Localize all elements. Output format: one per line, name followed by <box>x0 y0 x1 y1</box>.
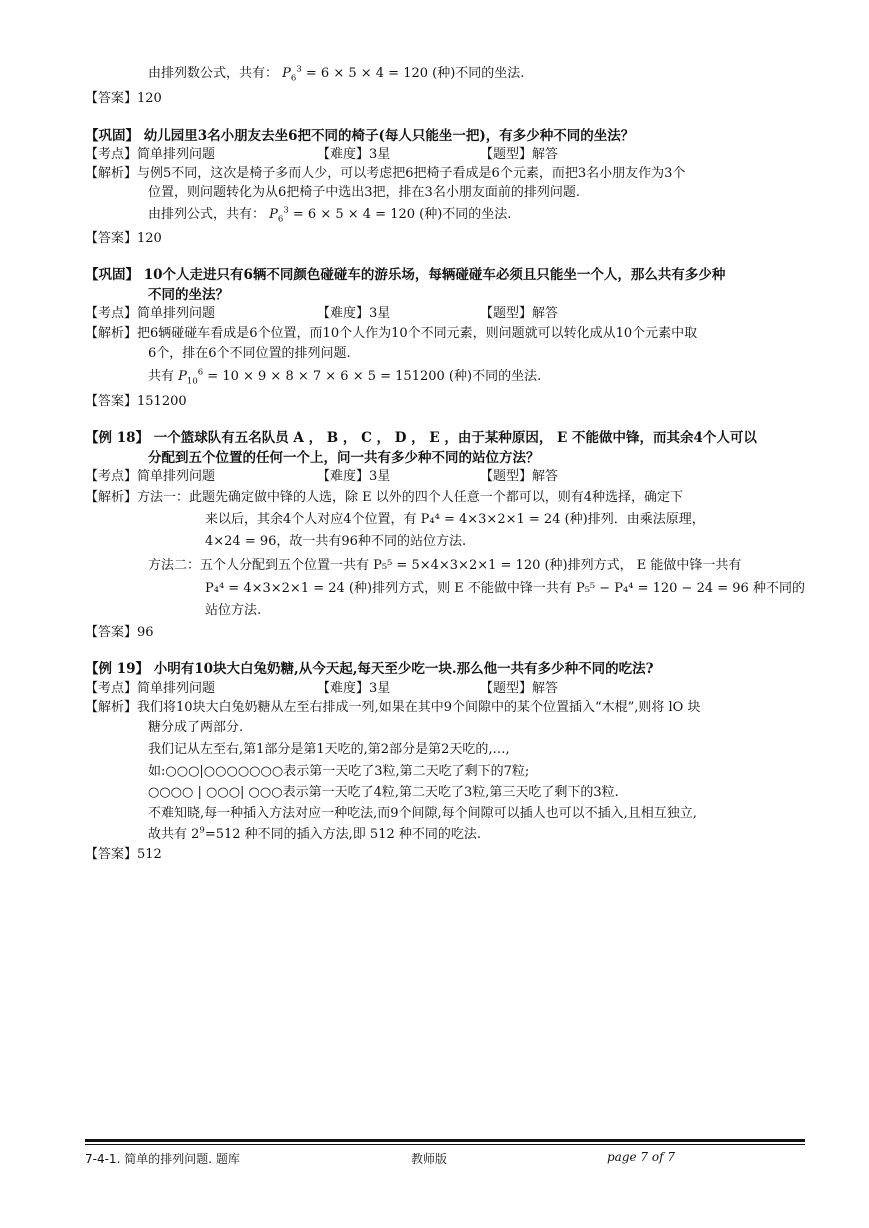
meta-value: 3星 <box>369 681 391 696</box>
answer-label: 【答案】 <box>85 625 138 640</box>
answer-line <box>85 230 162 248</box>
meta-value: 解答 <box>532 469 559 484</box>
meta-label: 【题型】 <box>480 469 533 484</box>
analysis-line: P₄⁴ = 4×3×2×1 = 24 (种)排列方式，则 E 不能做中锋一共有 P₅⁵ − P₄⁴ = 120 − 24 = 96 种不同的 <box>205 581 805 596</box>
answer-value: 120 <box>137 91 162 106</box>
meta-label: 【解析】 <box>85 490 138 505</box>
formula-line <box>148 368 541 386</box>
perm-symbol: P <box>269 207 278 222</box>
meta-label: 【考点】 <box>85 681 138 696</box>
meta-label: 【题型】 <box>480 306 533 321</box>
perm-sub: 6 <box>290 73 297 84</box>
meta-label: 【难度】 <box>317 681 370 696</box>
text: 共有 <box>148 369 175 384</box>
perm-sub: 10 <box>186 376 198 387</box>
question-title <box>85 660 654 678</box>
meta-row <box>85 680 805 698</box>
question-tag: 【例 18】 <box>85 430 149 446</box>
analysis-line: 糖分成了两部分. <box>148 720 244 735</box>
meta-value: 解答 <box>532 147 559 162</box>
question-text: 一个篮球队有五名队员 A ， B ， C ， D ， E ，由于某种原因， E 不能做中锋，而其余4个人可以 <box>153 430 757 446</box>
meta-label: 【难度】 <box>317 147 370 162</box>
perm-sup: 6 <box>197 367 204 378</box>
footer-page-number: page 7 of 7 <box>607 1150 675 1164</box>
analysis-line <box>85 165 685 183</box>
meta-label: 【题型】 <box>480 681 533 696</box>
analysis-line <box>85 699 700 717</box>
analysis-line: 6个，排在6个不同位置的排列问题. <box>148 346 351 361</box>
analysis-text: 我们将10块大白兔奶糖从左至右排成一列,如果在其中9个间隙中的某个位置插入“木棍”,则将 lO 块 <box>137 700 701 715</box>
formula-line <box>148 65 524 83</box>
answer-label: 【答案】 <box>85 231 138 246</box>
text: = 6 × 5 × 4 = 120 (种)不同的坐法. <box>292 207 512 222</box>
analysis-line <box>148 826 481 844</box>
perm-sup: 3 <box>283 205 289 216</box>
meta-value: 简单排列问题 <box>137 147 216 162</box>
meta-value: 简单排列问题 <box>137 469 216 484</box>
question-title-cont: 不同的坐法？ <box>148 287 229 303</box>
text: =512 种不同的插入方法,即 512 种不同的吃法. <box>204 827 482 842</box>
analysis-text: 把6辆碰碰车看成是6个位置，而10个人作为10个不同元素，则问题就可以转化成从10个元素中取 <box>137 326 698 341</box>
analysis-line: 我们记从左至右,第1部分是第1天吃的,第2部分是第2天吃的,…, <box>148 742 510 757</box>
analysis-line: 4×24 = 96，故一共有96种不同的站位方法. <box>205 534 467 549</box>
meta-value: 3星 <box>369 306 391 321</box>
meta-label: 【解析】 <box>85 326 138 341</box>
meta-label: 【难度】 <box>317 469 370 484</box>
answer-label: 【答案】 <box>85 91 138 106</box>
meta-value: 解答 <box>532 306 559 321</box>
question-tag: 【巩固】 <box>85 128 139 144</box>
meta-label: 【考点】 <box>85 306 138 321</box>
question-title <box>85 429 757 447</box>
text: 由排列数公式，共有： <box>148 66 279 81</box>
meta-row <box>85 468 805 486</box>
answer-value: 151200 <box>137 394 187 409</box>
answer-value: 120 <box>137 231 162 246</box>
question-text: 小明有10块大白兔奶糖,从今天起,每天至少吃一块.那么他一共有多少种不同的吃法? <box>153 661 654 677</box>
exponent: 9 <box>199 825 205 836</box>
question-tag: 【例 19】 <box>85 661 149 677</box>
analysis-text: 方法一：此题先确定做中锋的人选，除 E 以外的四个人任意一个都可以，则有4种选择，确定下 <box>137 490 684 505</box>
analysis-line: 方法二：五个人分配到五个位置一共有 P₅⁵ = 5×4×3×2×1 = 120 (种)排列方式， E 能做中锋一共有 <box>148 558 742 573</box>
text: 故共有 2 <box>148 827 200 842</box>
text: = 6 × 5 × 4 = 120 (种)不同的坐法. <box>305 66 525 81</box>
analysis-text: 与例5不同，这次是椅子多而人少，可以考虑把6把椅子看成是6个元素，而把3名小朋友作为3个 <box>137 166 686 181</box>
answer-line <box>85 393 187 411</box>
analysis-line <box>85 489 683 507</box>
footer-rule-thin <box>85 1144 805 1145</box>
meta-value: 简单排列问题 <box>137 681 216 696</box>
footer-rule-thick <box>85 1139 805 1142</box>
question-text: 幼儿园里3名小朋友去坐6把不同的椅子(每人只能坐一把)，有多少种不同的坐法？ <box>143 128 635 144</box>
meta-value: 3星 <box>369 147 391 162</box>
analysis-line: 站位方法. <box>205 603 262 618</box>
answer-line <box>85 624 154 642</box>
formula-line <box>148 206 511 224</box>
analysis-line: 来以后，其余4个人对应4个位置，有 P₄⁴ = 4×3×2×1 = 24 (种)排列．由乘法原理， <box>205 512 705 527</box>
answer-line <box>85 846 162 864</box>
meta-value: 简单排列问题 <box>137 306 216 321</box>
meta-label: 【考点】 <box>85 469 138 484</box>
meta-row <box>85 305 805 323</box>
meta-row <box>85 146 805 164</box>
question-title <box>85 127 634 145</box>
analysis-line: 如:○○○|○○○○○○○表示第一天吃了3粒,第二天吃了剩下的7粒; <box>148 764 530 779</box>
meta-label: 【解析】 <box>85 166 138 181</box>
analysis-line: 位置，则问题转化为从6把椅子中选出3把，排在3名小朋友面前的排列问题. <box>148 185 580 200</box>
question-text: 10个人走进只有6辆不同颜色碰碰车的游乐场，每辆碰碰车必须且只能坐一个人，那么共有多少种 <box>143 267 726 283</box>
text: 由排列公式，共有： <box>148 207 266 222</box>
answer-label: 【答案】 <box>85 847 138 862</box>
analysis-line <box>85 325 697 343</box>
text: = 10 × 9 × 8 × 7 × 6 × 5 = 151200 (种)不同的坐法. <box>207 369 542 384</box>
analysis-line: 不难知晓,每一种插入方法对应一种吃法,而9个间隙,每个间隙可以插人也可以不插入,且相互独立, <box>148 806 697 821</box>
meta-label: 【难度】 <box>317 306 370 321</box>
answer-value: 512 <box>137 847 162 862</box>
perm-symbol: P <box>282 66 291 81</box>
perm-sub: 6 <box>277 214 284 225</box>
question-title <box>85 266 725 284</box>
analysis-line: ○○○○ | ○○○| ○○○表示第一天吃了4粒,第二天吃了3粒,第三天吃了剩下的3粒. <box>148 785 619 800</box>
perm-symbol: P <box>178 369 187 384</box>
question-title-cont: 分配到五个位置的任何一个上，问一共有多少种不同的站位方法？ <box>148 450 540 466</box>
answer-line <box>85 90 162 108</box>
answer-label: 【答案】 <box>85 394 138 409</box>
meta-value: 解答 <box>532 681 559 696</box>
meta-label: 【考点】 <box>85 147 138 162</box>
footer-left: 7-4-1. 简单的排列问题. 题库 <box>85 1152 240 1166</box>
meta-label: 【题型】 <box>480 147 533 162</box>
question-tag: 【巩固】 <box>85 267 139 283</box>
perm-sup: 3 <box>296 64 302 75</box>
footer-center: 教师版 <box>411 1152 448 1166</box>
answer-value: 96 <box>137 625 154 640</box>
meta-label: 【解析】 <box>85 700 138 715</box>
meta-value: 3星 <box>369 469 391 484</box>
